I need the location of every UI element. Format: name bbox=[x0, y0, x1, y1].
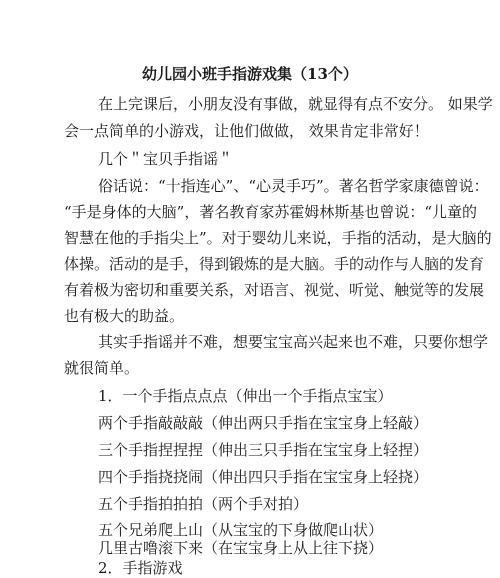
list-item: 三个手指捏捏捏（伸出三只手指在宝宝身上轻捏） bbox=[98, 441, 429, 459]
paragraph-line: 在上完课后，小朋友没有事做，就显得有点不安分。 如果学 bbox=[98, 95, 493, 113]
paragraph-line: 几个＂宝贝手指谣＂ bbox=[98, 150, 234, 168]
list-item: 几里古噜滚下来（在宝宝身上从上往下挠） bbox=[98, 539, 384, 557]
document-title: 幼儿园小班手指游戏集（13个） bbox=[142, 65, 358, 83]
list-item: 两个手指敲敲敲（伸出两只手指在宝宝身上轻敲） bbox=[98, 414, 429, 432]
paragraph-line: 会一点简单的小游戏，让他们做做， 效果肯定非常好！ bbox=[64, 122, 429, 140]
list-item: 1．一个手指点点点（伸出一个手指点宝宝） bbox=[98, 387, 393, 405]
paragraph-line: 其实手指谣并不难，想要宝宝高兴起来也不难，只要你想学 bbox=[98, 333, 489, 351]
list-item: 2．手指游戏 bbox=[98, 559, 183, 577]
list-item: 五个手指拍拍拍（两个手对拍） bbox=[98, 495, 309, 513]
list-item: 五个兄弟爬上山（从宝宝的下身做爬山状） bbox=[98, 521, 384, 539]
paragraph-line: 俗话说：“十指连心”、“心灵手巧”。著名哲学家康德曾说： bbox=[98, 177, 489, 195]
paragraph-line: 智慧在他的手指尖上”。对于婴幼儿来说，手指的活动，是大脑的 bbox=[64, 229, 492, 247]
paragraph-line: 就很简单。 bbox=[64, 359, 140, 377]
paragraph-line: 也有极大的助益。 bbox=[64, 307, 185, 325]
list-item: 四个手指挠挠闹（伸出四只手指在宝宝身上轻挠） bbox=[98, 468, 429, 486]
paragraph-line: 有着极为密切和重要关系，对语言、视觉、听觉、触觉等的发展 bbox=[64, 281, 485, 299]
cutoff-line-container bbox=[0, 556, 500, 577]
paragraph-line: 体操。活动的是手，得到锻炼的是大脑。手的动作与人脑的发育 bbox=[64, 255, 485, 273]
paragraph-line: “手是身体的大脑”，著名教育家苏霍姆林斯基也曾说：“儿童的 bbox=[64, 203, 478, 221]
